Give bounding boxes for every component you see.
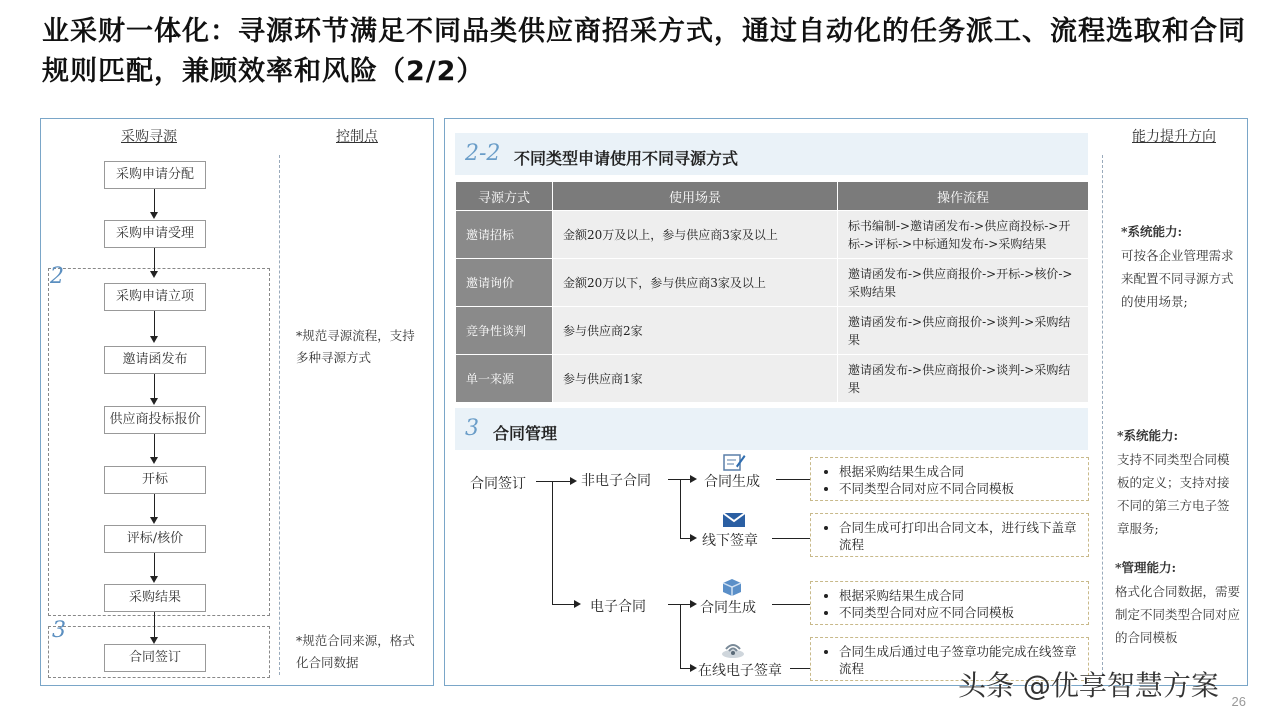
page-number: 26 [1231,694,1246,709]
table-header: 寻源方式 [456,182,553,211]
connector [552,481,553,605]
info-item: • 合同生成后通过电子签章功能完成在线签章流程 [839,643,1080,677]
table-row [456,355,1089,403]
group2-frame [48,268,270,616]
connector [154,432,155,457]
arrow-icon [150,398,158,405]
group3-number: 3 [52,618,66,643]
flow-step: 供应商投标报价 [104,406,206,434]
info-box [810,581,1089,625]
table-row [456,307,1089,355]
arrow-icon [150,271,158,278]
table-header: 操作流程 [838,182,1089,211]
capability-title: *系统能力: [1121,224,1183,239]
table-cell-flow: 邀请函发布->供应商报价->谈判->采购结果 [838,307,1089,355]
table-cell-flow: 邀请函发布->供应商报价->谈判->采购结果 [838,355,1089,403]
capability-text: 支持不同类型合同模板的定义；支持对接不同的第三方电子签章服务; [1117,452,1230,536]
connector [680,604,681,668]
sourcing-table [455,181,1089,403]
connector [776,479,810,480]
connector [536,481,572,482]
group2-number: 2 [50,264,64,289]
table-cell-flow: 邀请函发布->供应商报价->开标->核价->采购结果 [838,259,1089,307]
capability-title: *系统能力: [1117,428,1179,443]
arrow-icon [150,336,158,343]
flow-step: 合同签订 [104,644,206,672]
node-generate-1: 合同生成 [704,474,760,490]
info-item: • 不同类型合同对应不同合同模板 [839,480,1080,497]
col-header-control: 控制点 [336,129,378,145]
connector [154,373,155,398]
table-row [456,211,1089,259]
control-note-2: *规范合同来源，格式化合同数据 [296,633,415,670]
info-item: • 根据采购结果生成合同 [839,587,1080,604]
col-header-sourcing: 采购寻源 [121,129,177,145]
info-item: • 不同类型合同对应不同合同模板 [839,604,1080,621]
arrow-icon [150,637,158,644]
arrow-icon [690,664,697,672]
node-generate-2: 合同生成 [700,600,756,616]
page-title: 业采财一体化：寻源环节满足不同品类供应商招采方式，通过自动化的任务派工、流程选取和合同规则匹配，兼顾效率和风险（2/2） [42,16,1246,87]
right-divider [1102,155,1103,675]
connector [772,604,810,605]
section-22-number: 2-2 [465,141,501,166]
branch-non-electronic: 非电子合同 [581,473,651,489]
connector [154,187,155,212]
table-cell-scene: 参与供应商2家 [553,307,838,355]
watermark: 头条 @优享智慧方案 [958,669,1219,702]
connector [790,668,810,669]
table-cell-method: 邀请招标 [456,211,553,259]
connector [154,551,155,576]
table-cell-flow: 标书编制->邀请函发布->供应商投标->开标->评标->中标通知发布->采购结果 [838,211,1089,259]
capability-title: *管理能力: [1115,560,1177,575]
contract-root: 合同签订 [470,476,526,492]
arrow-icon [690,534,697,542]
document-edit-icon [722,452,746,472]
server-icon [720,577,744,597]
connector [154,610,155,640]
column-divider [279,155,280,675]
connector [772,538,810,539]
flow-step: 采购申请分配 [104,161,206,189]
table-cell-scene: 参与供应商1家 [553,355,838,403]
capability-text: 可按各企业管理需求来配置不同寻源方式的使用场景; [1121,248,1234,309]
flow-step: 采购申请受理 [104,220,206,248]
arrow-icon [690,600,697,608]
table-cell-scene: 金额20万以下，参与供应商3家及以上 [553,259,838,307]
connector [154,310,155,336]
info-item: • 根据采购结果生成合同 [839,463,1080,480]
arrow-icon [150,457,158,464]
control-note-1: *规范寻源流程，支持多种寻源方式 [296,328,415,365]
branch-electronic: 电子合同 [590,599,646,615]
arrow-icon [690,475,697,483]
table-row [456,259,1089,307]
mail-icon [722,512,746,528]
section-3-title: 合同管理 [493,424,558,443]
arrow-icon [150,212,158,219]
section-3-number: 3 [465,416,479,441]
table-header-row [456,182,1089,211]
connector [154,246,155,271]
section-22-title: 不同类型申请使用不同寻源方式 [514,149,739,168]
flow-step: 采购结果 [104,584,206,612]
flow-step: 采购申请立项 [104,283,206,311]
table-cell-scene: 金额20万及以上，参与供应商3家及以上 [553,211,838,259]
flow-step: 邀请函发布 [104,346,206,374]
info-box [810,513,1089,557]
connector [680,479,681,538]
arrow-icon [150,517,158,524]
table-cell-method: 邀请询价 [456,259,553,307]
arrow-icon [570,477,577,485]
capability-text: 格式化合同数据，需要制定不同类型合同对应的合同模板 [1115,584,1241,645]
info-box [810,457,1089,501]
connector [552,604,576,605]
arrow-icon [150,576,158,583]
node-offline-seal: 线下签章 [702,533,758,549]
right-header: 能力提升方向 [1132,129,1216,145]
info-item: • 合同生成可打印出合同文本，进行线下盖章流程 [839,519,1080,553]
table-cell-method: 竞争性谈判 [456,307,553,355]
node-online-seal: 在线电子签章 [698,663,782,679]
table-header: 使用场景 [553,182,838,211]
flow-step: 评标/核价 [104,525,206,553]
connector [154,492,155,517]
flow-step: 开标 [104,466,206,494]
arrow-icon [574,600,581,608]
signal-icon [720,640,746,660]
table-cell-method: 单一来源 [456,355,553,403]
